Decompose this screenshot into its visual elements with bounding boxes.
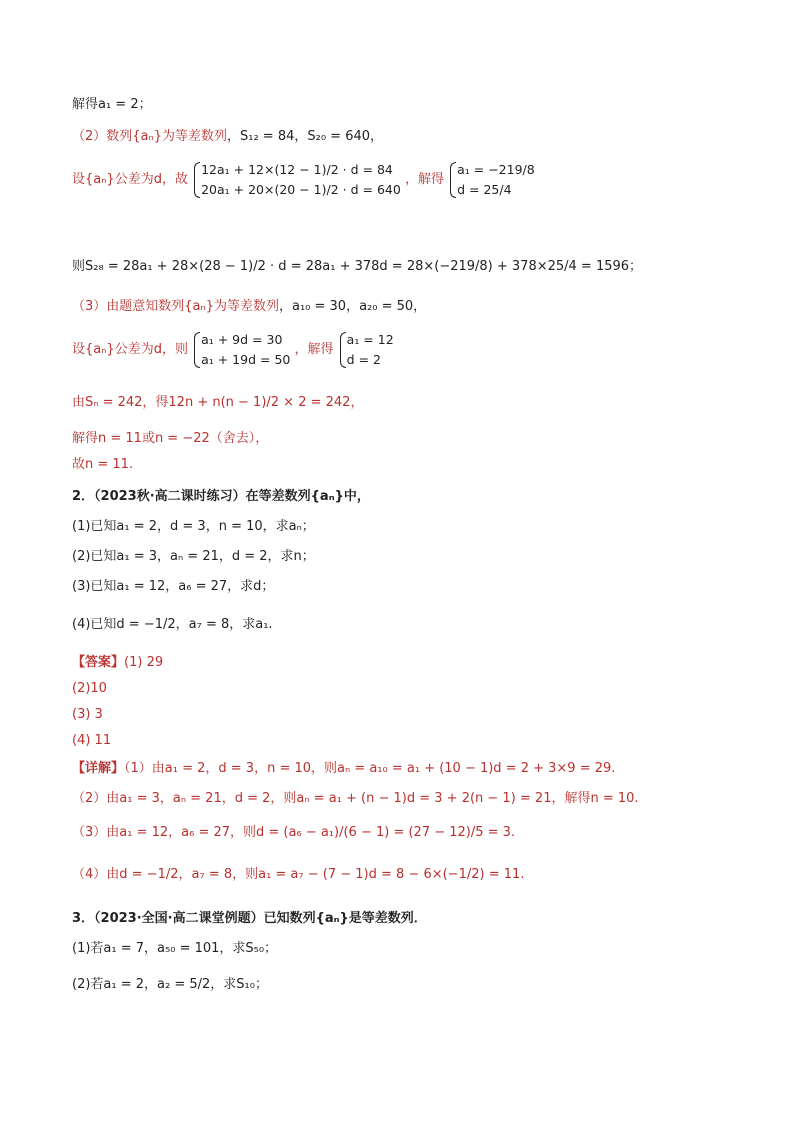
question-2-part-1 xyxy=(72,518,754,536)
equation-system xyxy=(192,330,290,370)
text-span: 3．（2023·全国·高二课堂例题）已知数列{aₙ}是等差数列． xyxy=(72,911,427,926)
part3-heading xyxy=(72,298,754,316)
equation-row: 12a₁ + 12×(12 − 1)/2 · d = 84 xyxy=(201,162,393,177)
detail-line-3 xyxy=(72,824,754,842)
detail-text: （1）由a₁ = 2，d = 3，n = 10，则aₙ = a₁₀ = a₁ + (10 − 1)d = 2 + 3×9 = 29. xyxy=(124,761,616,776)
part-text: 数列{aₙ}为等差数列 xyxy=(106,129,227,144)
part-text: 由题意知数列{aₙ}为等差数列 xyxy=(106,299,279,314)
detail-text: （2）由a₁ = 3，aₙ = 21，d = 2，则aₙ = a₁ + (n − 1)d = 3 + 2(n − 1) = 21，解得n = 10. xyxy=(72,791,639,806)
answer-value: (4) 11 xyxy=(72,733,112,748)
part3-solve-line xyxy=(72,430,754,448)
text-span: (3)已知a₁ = 12，a₆ = 27，求d； xyxy=(72,579,275,594)
answer-value: (2)10 xyxy=(72,681,107,696)
text-span: 则S₂₈ = 28a₁ + 28×(28 − 1)/2 · d = 28a₁ + 378d = 28×(−219/8) + 378×25/4 = 1596； xyxy=(72,259,643,274)
question-3-part-2 xyxy=(72,976,754,994)
solution-row: a₁ = −219/8 xyxy=(457,162,535,177)
solution-system xyxy=(448,160,535,200)
detail-label: 【详解】 xyxy=(72,761,125,776)
solution-row: d = 25/4 xyxy=(457,182,512,197)
text-span: 故n = 11. xyxy=(72,457,134,472)
question-3-title xyxy=(72,910,754,928)
part3-sum-line xyxy=(72,394,754,412)
question-2-title xyxy=(72,488,754,506)
part-math: ，a₁₀ = 30，a₂₀ = 50， xyxy=(278,299,427,314)
equation-row: a₁ + 19d = 50 xyxy=(201,352,291,367)
part-label: （3） xyxy=(72,299,107,314)
solve-text: ，解得 xyxy=(294,342,334,357)
text-span: 2．（2023秋·高二课时练习）在等差数列{aₙ}中， xyxy=(72,489,370,504)
solve-text: ，解得 xyxy=(404,172,444,187)
part-label: （2） xyxy=(72,129,107,144)
answer-value: (3) 3 xyxy=(72,707,103,722)
answer-line-3 xyxy=(72,706,754,724)
question-2-part-3 xyxy=(72,578,754,596)
part-math: ，S₁₂ = 84，S₂₀ = 640， xyxy=(226,129,384,144)
part2-sum-line xyxy=(72,258,754,276)
detail-line-1 xyxy=(72,760,754,778)
equation-row: 20a₁ + 20×(20 − 1)/2 · d = 640 xyxy=(201,182,401,197)
text-span: (2)已知a₁ = 3，aₙ = 21，d = 2，求n； xyxy=(72,549,315,564)
question-3-part-1 xyxy=(72,940,754,958)
solution-line-a1 xyxy=(72,96,754,114)
part3-system-line xyxy=(72,330,754,374)
part2-heading xyxy=(72,128,754,146)
text-span: 解得n = 11或n = −22（舍去）， xyxy=(72,431,269,446)
answer-line-1 xyxy=(72,654,754,672)
answer-line-2 xyxy=(72,680,754,698)
part3-conclusion xyxy=(72,456,754,474)
answer-value: (1) 29 xyxy=(124,655,164,670)
question-2-part-2 xyxy=(72,548,754,566)
detail-text: （4）由d = −1/2，a₇ = 8，则a₁ = a₇ − (7 − 1)d = 8 − 6×(−1/2) = 11. xyxy=(72,867,525,882)
answer-line-4 xyxy=(72,732,754,750)
detail-text: （3）由a₁ = 12，a₆ = 27，则d = (a₆ − a₁)/(6 − 1) = (27 − 12)/5 = 3. xyxy=(72,825,516,840)
text-span: (1)已知a₁ = 2，d = 3，n = 10，求aₙ； xyxy=(72,519,315,534)
setup-text: 设{aₙ}公差为d，则 xyxy=(72,342,188,357)
solution-system xyxy=(338,330,394,370)
part2-system-line xyxy=(72,160,754,224)
text-span: (2)若a₁ = 2，a₂ = 5/2，求S₁₀； xyxy=(72,977,268,992)
solution-row: a₁ = 12 xyxy=(346,332,394,347)
solution-row: d = 2 xyxy=(346,352,381,367)
equation-system xyxy=(192,160,401,200)
setup-text: 设{aₙ}公差为d，故 xyxy=(72,172,188,187)
equation-row: a₁ + 9d = 30 xyxy=(201,332,283,347)
text-span: 解得a₁ = 2； xyxy=(72,97,152,112)
detail-line-2 xyxy=(72,790,754,808)
question-2-part-4 xyxy=(72,616,754,634)
text-span: (1)若a₁ = 7，a₅₀ = 101，求S₅₀； xyxy=(72,941,278,956)
detail-line-4 xyxy=(72,866,754,884)
text-span: (4)已知d = −1/2，a₇ = 8，求a₁. xyxy=(72,617,273,632)
answer-label: 【答案】 xyxy=(72,655,125,670)
text-span: 由Sₙ = 242，得12n + n(n − 1)/2 × 2 = 242， xyxy=(72,395,364,410)
